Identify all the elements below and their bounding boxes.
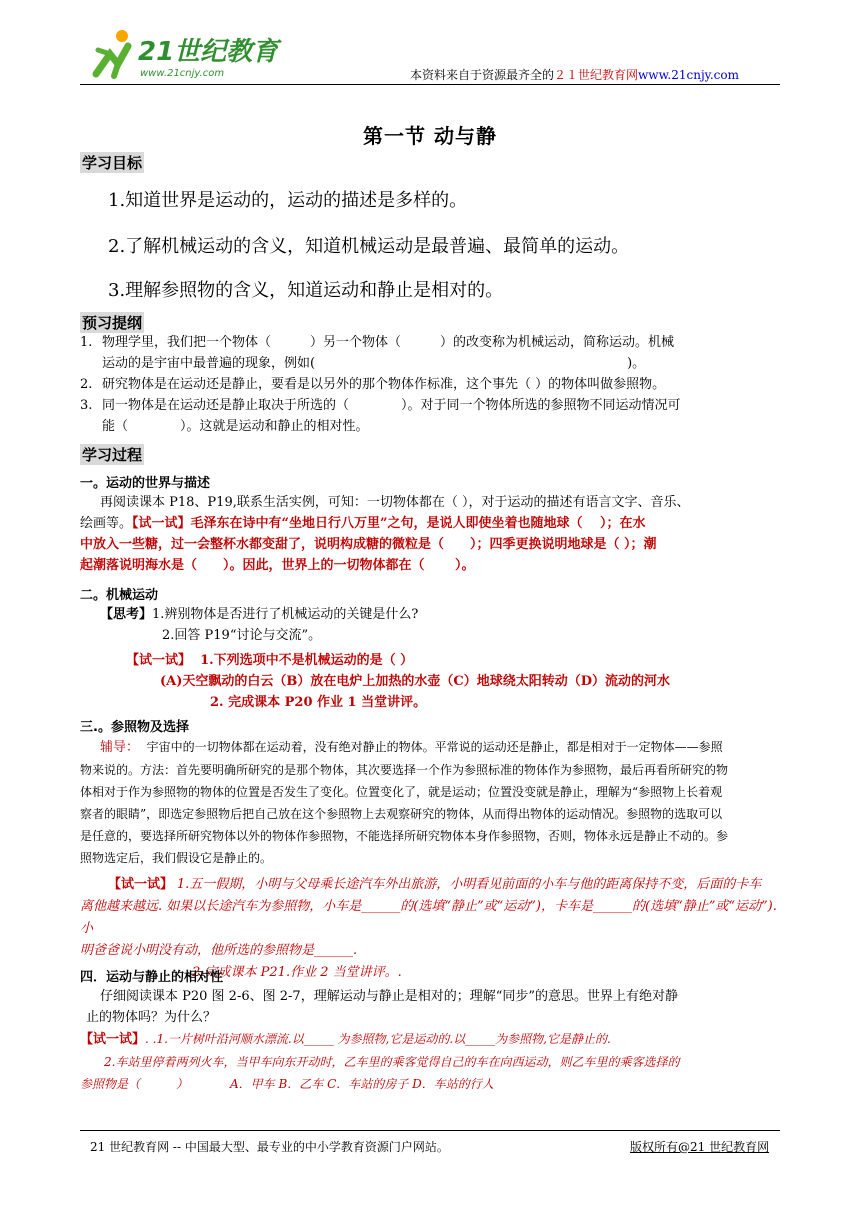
s3-try: 【试一试】 1.五一假期，小明与父母乘长途汽车外出旅游，小明看见前面的小车与他的距离保持不变，后面的卡车 — [108, 877, 762, 892]
footer-text: 21 世纪教育网 -- 中国最大型、最专业的中小学教育资源门户网站。 — [90, 1140, 449, 1154]
s2-try-2: 2. 完成课本 P20 作业 1 当堂讲评。 — [210, 695, 427, 710]
section-heading-goals: 学习目标 — [82, 154, 143, 172]
s2-think: 【思考】1.辨别物体是否进行了机械运动的关键是什么? — [100, 607, 419, 622]
preview-item-cont: 运动的是宇宙中最普遍的现象，例如( )。 — [102, 356, 646, 371]
s2-options: (A)天空飘动的白云（B）放在电炉上加热的水壶（C）地球绕太阳转动（D）流动的河水 — [160, 674, 670, 689]
s4-try-2: 2.车站里停着两列火车，当甲车向东开动时，乙车里的乘客觉得自己的车在向西运动，则乙车里的乘客选择的 — [104, 1055, 680, 1069]
s2-think-2: 2.回答 P19“讨论与交流”。 — [162, 628, 322, 643]
s3-line: 是任意的，要选择所研究物体以外的物体作参照物，不能选择所研究物体本身作参照物，否则，物体永远是静止不动的。参 — [80, 829, 729, 843]
s4-try: 【试一试】. .1.一片树叶沿河顺水漂流.以_____ 为参照物,它是运动的.以_____为参照物,它是静止的. — [80, 1032, 611, 1047]
s1-try: 中放入一些糖，过一会整杯水都变甜了，说明构成糖的微粒是（ ）；四季更换说明地球是（ ）；潮 — [80, 537, 657, 552]
s4-body — [80, 986, 780, 1095]
preview-item: 2. 研究物体是在运动还是静止，要看是以另外的那个物体作标准，这个事先（ ）的物体叫做参照物。 — [80, 377, 666, 392]
goal-item: 2.了解机械运动的含义，知道机械运动是最普遍、最简单的运动。 — [108, 236, 630, 257]
s3-try-2: .2.完成课本 P21.作业 2 当堂讲评。. — [188, 965, 402, 980]
s3-body — [80, 736, 780, 984]
header-note — [410, 66, 739, 83]
s1-text: 再阅读课本 P18、P19,联系生活实例，可知：一切物体都在（ ），对于运动的描述有语言文字、音乐、 — [100, 495, 690, 510]
s3-try-cont: 明爸爸说小明没有动，他所选的参照物是______. — [80, 943, 358, 958]
logo-text: 21世纪教育 — [138, 37, 279, 67]
goal-item: 1.知道世界是运动的，运动的描述是多样的。 — [108, 190, 468, 211]
preview-item-cont: 能（ ）。这就是运动和静止的相对性。 — [102, 419, 369, 434]
logo-graphic — [88, 24, 288, 84]
s3-try-cont: 离他越来越远. 如果以长途汽车为参照物，小车是______的(选填“静止”或“运动”)，卡车是______的(选填“静止”或“运动”). 小 — [80, 899, 777, 936]
goal-item: 3.理解参照物的含义，知道运动和静止是相对的。 — [108, 280, 504, 301]
footer-copyright-link[interactable]: 版权所有@21 世纪教育网 — [630, 1140, 770, 1154]
preview-item: 1. 物理学里，我们把一个物体（ ）另一个物体（ ）的改变称为机械运动，简称运动。机械 — [80, 335, 675, 350]
subsection-title: 二。机械运动 — [80, 588, 159, 603]
s3-line: 辅导： 宇宙中的一切物体都在运动着，没有绝对静止的物体。平常说的运动还是静止，都是相对于一定物体——参照 — [100, 740, 723, 755]
s1-body — [80, 492, 780, 576]
logo-url: www.21cnjy.com — [140, 68, 225, 79]
section-heading-process: 学习过程 — [82, 446, 143, 464]
header-note-site: ２１世纪教育网 — [554, 68, 639, 82]
s1-text-cont: 绘画等。【试一试】毛泽东在诗中有“坐地日行八万里”之句，是说人即使坐着也随地球（ ）；在水 — [80, 516, 646, 531]
preview-item: 3. 同一物体是在运动还是静止取决于所选的（ ）。对于同一个物体所选的参照物不同运动情况可 — [80, 398, 681, 413]
page-title: 第一节 动与静 — [363, 124, 497, 148]
header-note-url[interactable]: www.21cnjy.com — [638, 68, 739, 82]
subsection-title: 三.。参照物及选择 — [80, 720, 189, 735]
s2-try: 【试一试】 1.下列选项中不是机械运动的是（ ） — [126, 653, 414, 668]
s3-line: 物来说的。方法：首先要明确所研究的是那个物体，其次要选择一个作为参照标准的物体作为参照物，最后再看所研究的物 — [80, 763, 729, 777]
s3-line: 照物选定后，我们假设它是静止的。 — [80, 851, 273, 865]
subsection-title: 四．运动与静止的相对性 — [80, 970, 224, 985]
section-heading-preview: 预习提纲 — [82, 314, 143, 332]
s4-try-2-cont: 参照物是（ ） A．甲车 B．乙车 C．车站的房子 D．车站的行人 — [80, 1077, 494, 1091]
site-logo — [88, 24, 288, 84]
s2-body — [80, 604, 780, 713]
s4-text: 仔细阅读课本 P20 图 2-6、图 2-7，理解运动与静止是相对的；理解“同步”的意思。世界上有绝对静 — [100, 989, 678, 1004]
subsection-title: 一。运动的世界与描述 — [80, 476, 211, 491]
header-rule — [80, 84, 780, 85]
footer-rule — [80, 1130, 780, 1131]
s1-try: 起潮落说明海水是（ ）。因此，世界上的一切物体都在（ ）。 — [80, 558, 475, 573]
s4-text-cont: 止的物体吗？为什么？ — [86, 1010, 217, 1025]
preview-list — [80, 332, 780, 437]
header-note-prefix: 本资料来自于资源最齐全的 — [410, 68, 555, 82]
s3-line: 体相对于作为参照物的物体的位置是否发生了变化。位置变化了，就是运动；位置没变就是静止，理解为“参照物上长着观 — [80, 785, 723, 799]
s3-line: 察者的眼睛”，即选定参照物后把自己放在这个参照物上去观察研究的物体，从而得出物体的运动情况。参照物的选取可以 — [80, 807, 723, 821]
